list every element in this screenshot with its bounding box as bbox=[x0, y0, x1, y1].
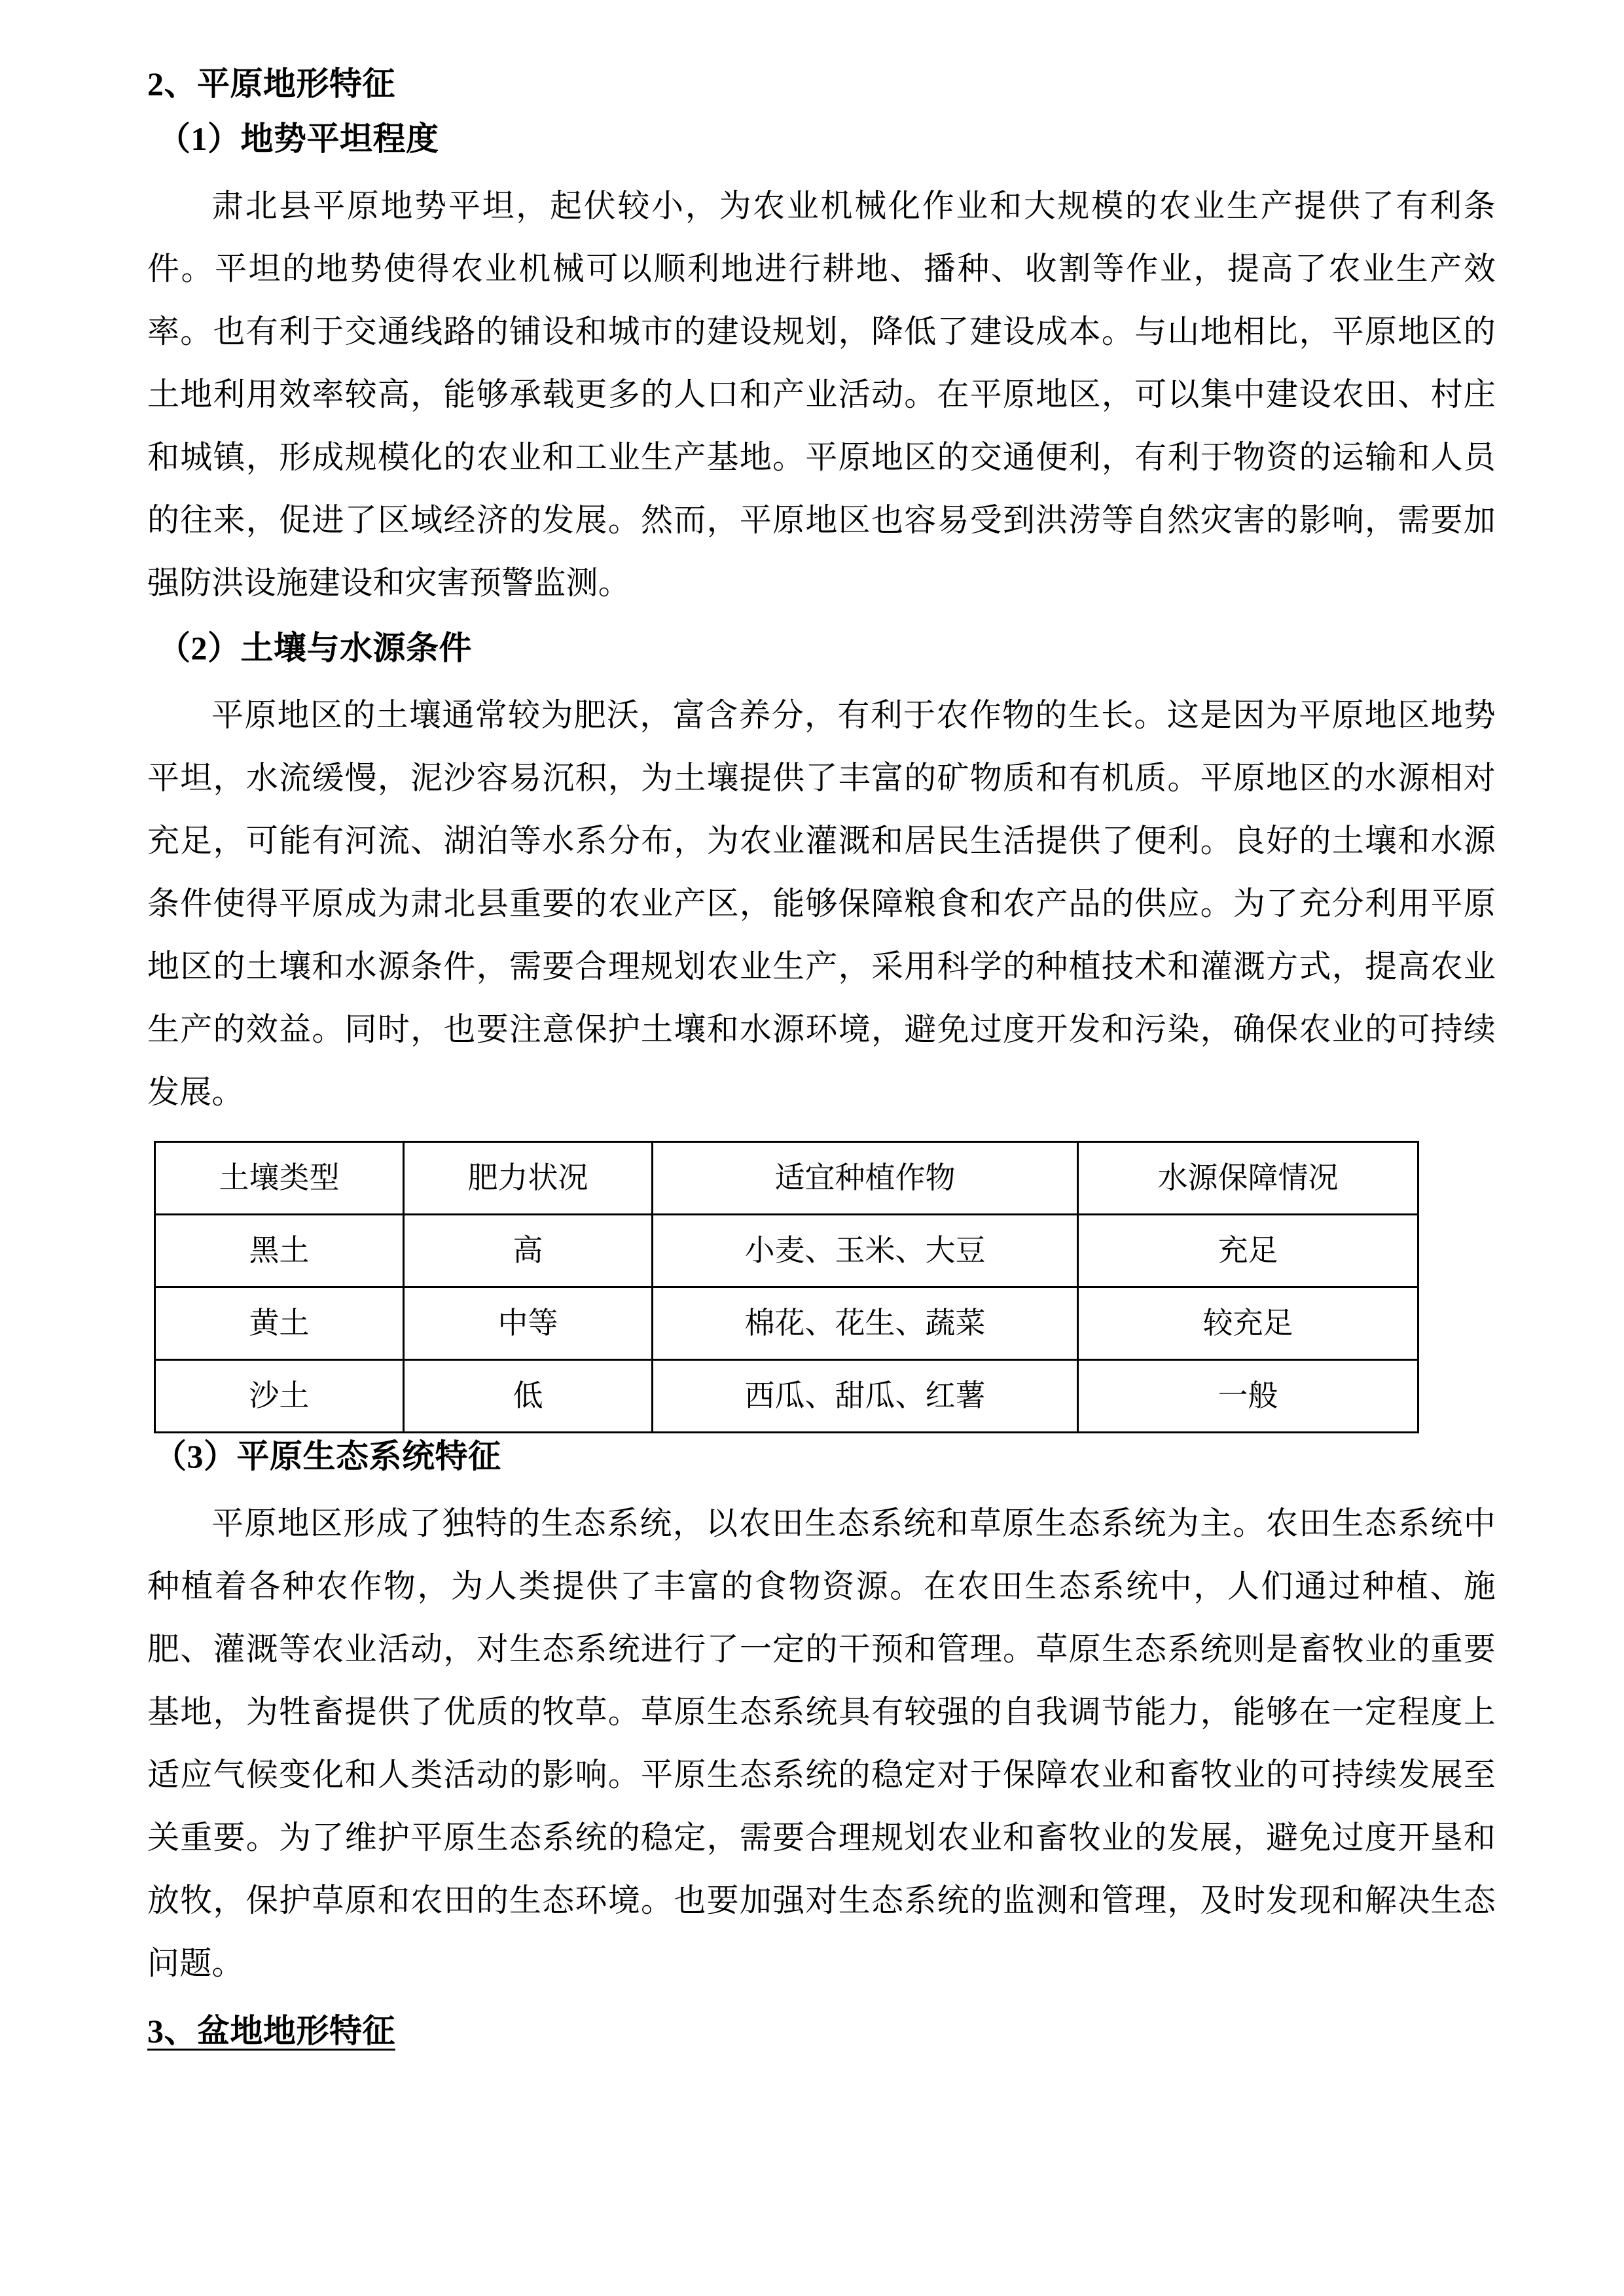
heading-subsection-2-1: （1）地势平坦程度 bbox=[158, 120, 439, 157]
table-cell: 沙土 bbox=[155, 1360, 404, 1433]
table-cell: 高 bbox=[404, 1215, 653, 1287]
table-cell: 西瓜、甜瓜、红薯 bbox=[653, 1360, 1078, 1433]
table-header-cell: 肥力状况 bbox=[404, 1142, 653, 1215]
table-header-cell: 水源保障情况 bbox=[1078, 1142, 1418, 1215]
table-cell: 一般 bbox=[1078, 1360, 1418, 1433]
heading-section-3: 3、盆地地形特征 bbox=[147, 2013, 395, 2049]
table-header-row bbox=[155, 1142, 1418, 1215]
heading-section-2: 2、平原地形特征 bbox=[147, 65, 395, 102]
table-cell: 黄土 bbox=[155, 1287, 404, 1360]
table-cell: 棉花、花生、蔬菜 bbox=[653, 1287, 1078, 1360]
table-header-cell: 适宜种植作物 bbox=[653, 1142, 1078, 1215]
table-cell: 充足 bbox=[1078, 1215, 1418, 1287]
table-cell: 黑土 bbox=[155, 1215, 404, 1287]
table-cell: 小麦、玉米、大豆 bbox=[653, 1215, 1078, 1287]
paragraph-plain-ecosystem: 平原地区形成了独特的生态系统，以农田生态系统和草原生态系统为主。农田生态系统中种植着各种农作物，为人类提供了丰富的食物资源。在农田生态系统中，人们通过种植、施肥、灌溉等农业活动，对生态系统进行了一定的干预和管理。草原生态系统则是畜牧业的重要基地，为牲畜提供了优质的牧草。草原生态系统具有较强的自我调节能力，能够在一定程度上适应气候变化和人类活动的影响。平原生态系统的稳定对于保障农业和畜牧业的可持续发展至关重要。为了维护平原生态系统的稳定，需要合理规划农业和畜牧业的发展，避免过度开垦和放牧，保护草原和农田的生态环境。也要加强对生态系统的监测和管理，及时发现和解决生态问题。 bbox=[147, 1505, 1496, 1981]
table-row bbox=[155, 1360, 1418, 1433]
heading-subsection-2-2: （2）土壤与水源条件 bbox=[158, 630, 472, 666]
table-cell: 较充足 bbox=[1078, 1287, 1418, 1360]
table-row bbox=[155, 1287, 1418, 1360]
soil-conditions-table bbox=[154, 1141, 1419, 1433]
table-cell: 中等 bbox=[404, 1287, 653, 1360]
document-body bbox=[147, 67, 1496, 2047]
table-cell: 低 bbox=[404, 1360, 653, 1433]
table-row bbox=[155, 1215, 1418, 1287]
paragraph-soil-water: 平原地区的土壤通常较为肥沃，富含养分，有利于农作物的生长。这是因为平原地区地势平坦，水流缓慢，泥沙容易沉积，为土壤提供了丰富的矿物质和有机质。平原地区的水源相对充足，可能有河流、湖泊等水系分布，为农业灌溉和居民生活提供了便利。良好的土壤和水源条件使得平原成为肃北县重要的农业产区，能够保障粮食和农产品的供应。为了充分利用平原地区的土壤和水源条件，需要合理规划农业生产，采用科学的种植技术和灌溉方式，提高农业生产的效益。同时，也要注意保护土壤和水源环境，避免过度开发和污染，确保农业的可持续发展。 bbox=[147, 697, 1496, 1110]
table-header-cell: 土壤类型 bbox=[155, 1142, 404, 1215]
heading-subsection-2-3: （3）平原生态系统特征 bbox=[154, 1438, 501, 1475]
paragraph-terrain-flatness: 肃北县平原地势平坦，起伏较小，为农业机械化作业和大规模的农业生产提供了有利条件。平坦的地势使得农业机械可以顺利地进行耕地、播种、收割等作业，提高了农业生产效率。也有利于交通线路的铺设和城市的建设规划，降低了建设成本。与山地相比，平原地区的土地利用效率较高，能够承载更多的人口和产业活动。在平原地区，可以集中建设农田、村庄和城镇，形成规模化的农业和工业生产基地。平原地区的交通便利，有利于物资的运输和人员的往来，促进了区域经济的发展。然而，平原地区也容易受到洪涝等自然灾害的影响，需要加强防洪设施建设和灾害预警监测。 bbox=[147, 188, 1496, 601]
